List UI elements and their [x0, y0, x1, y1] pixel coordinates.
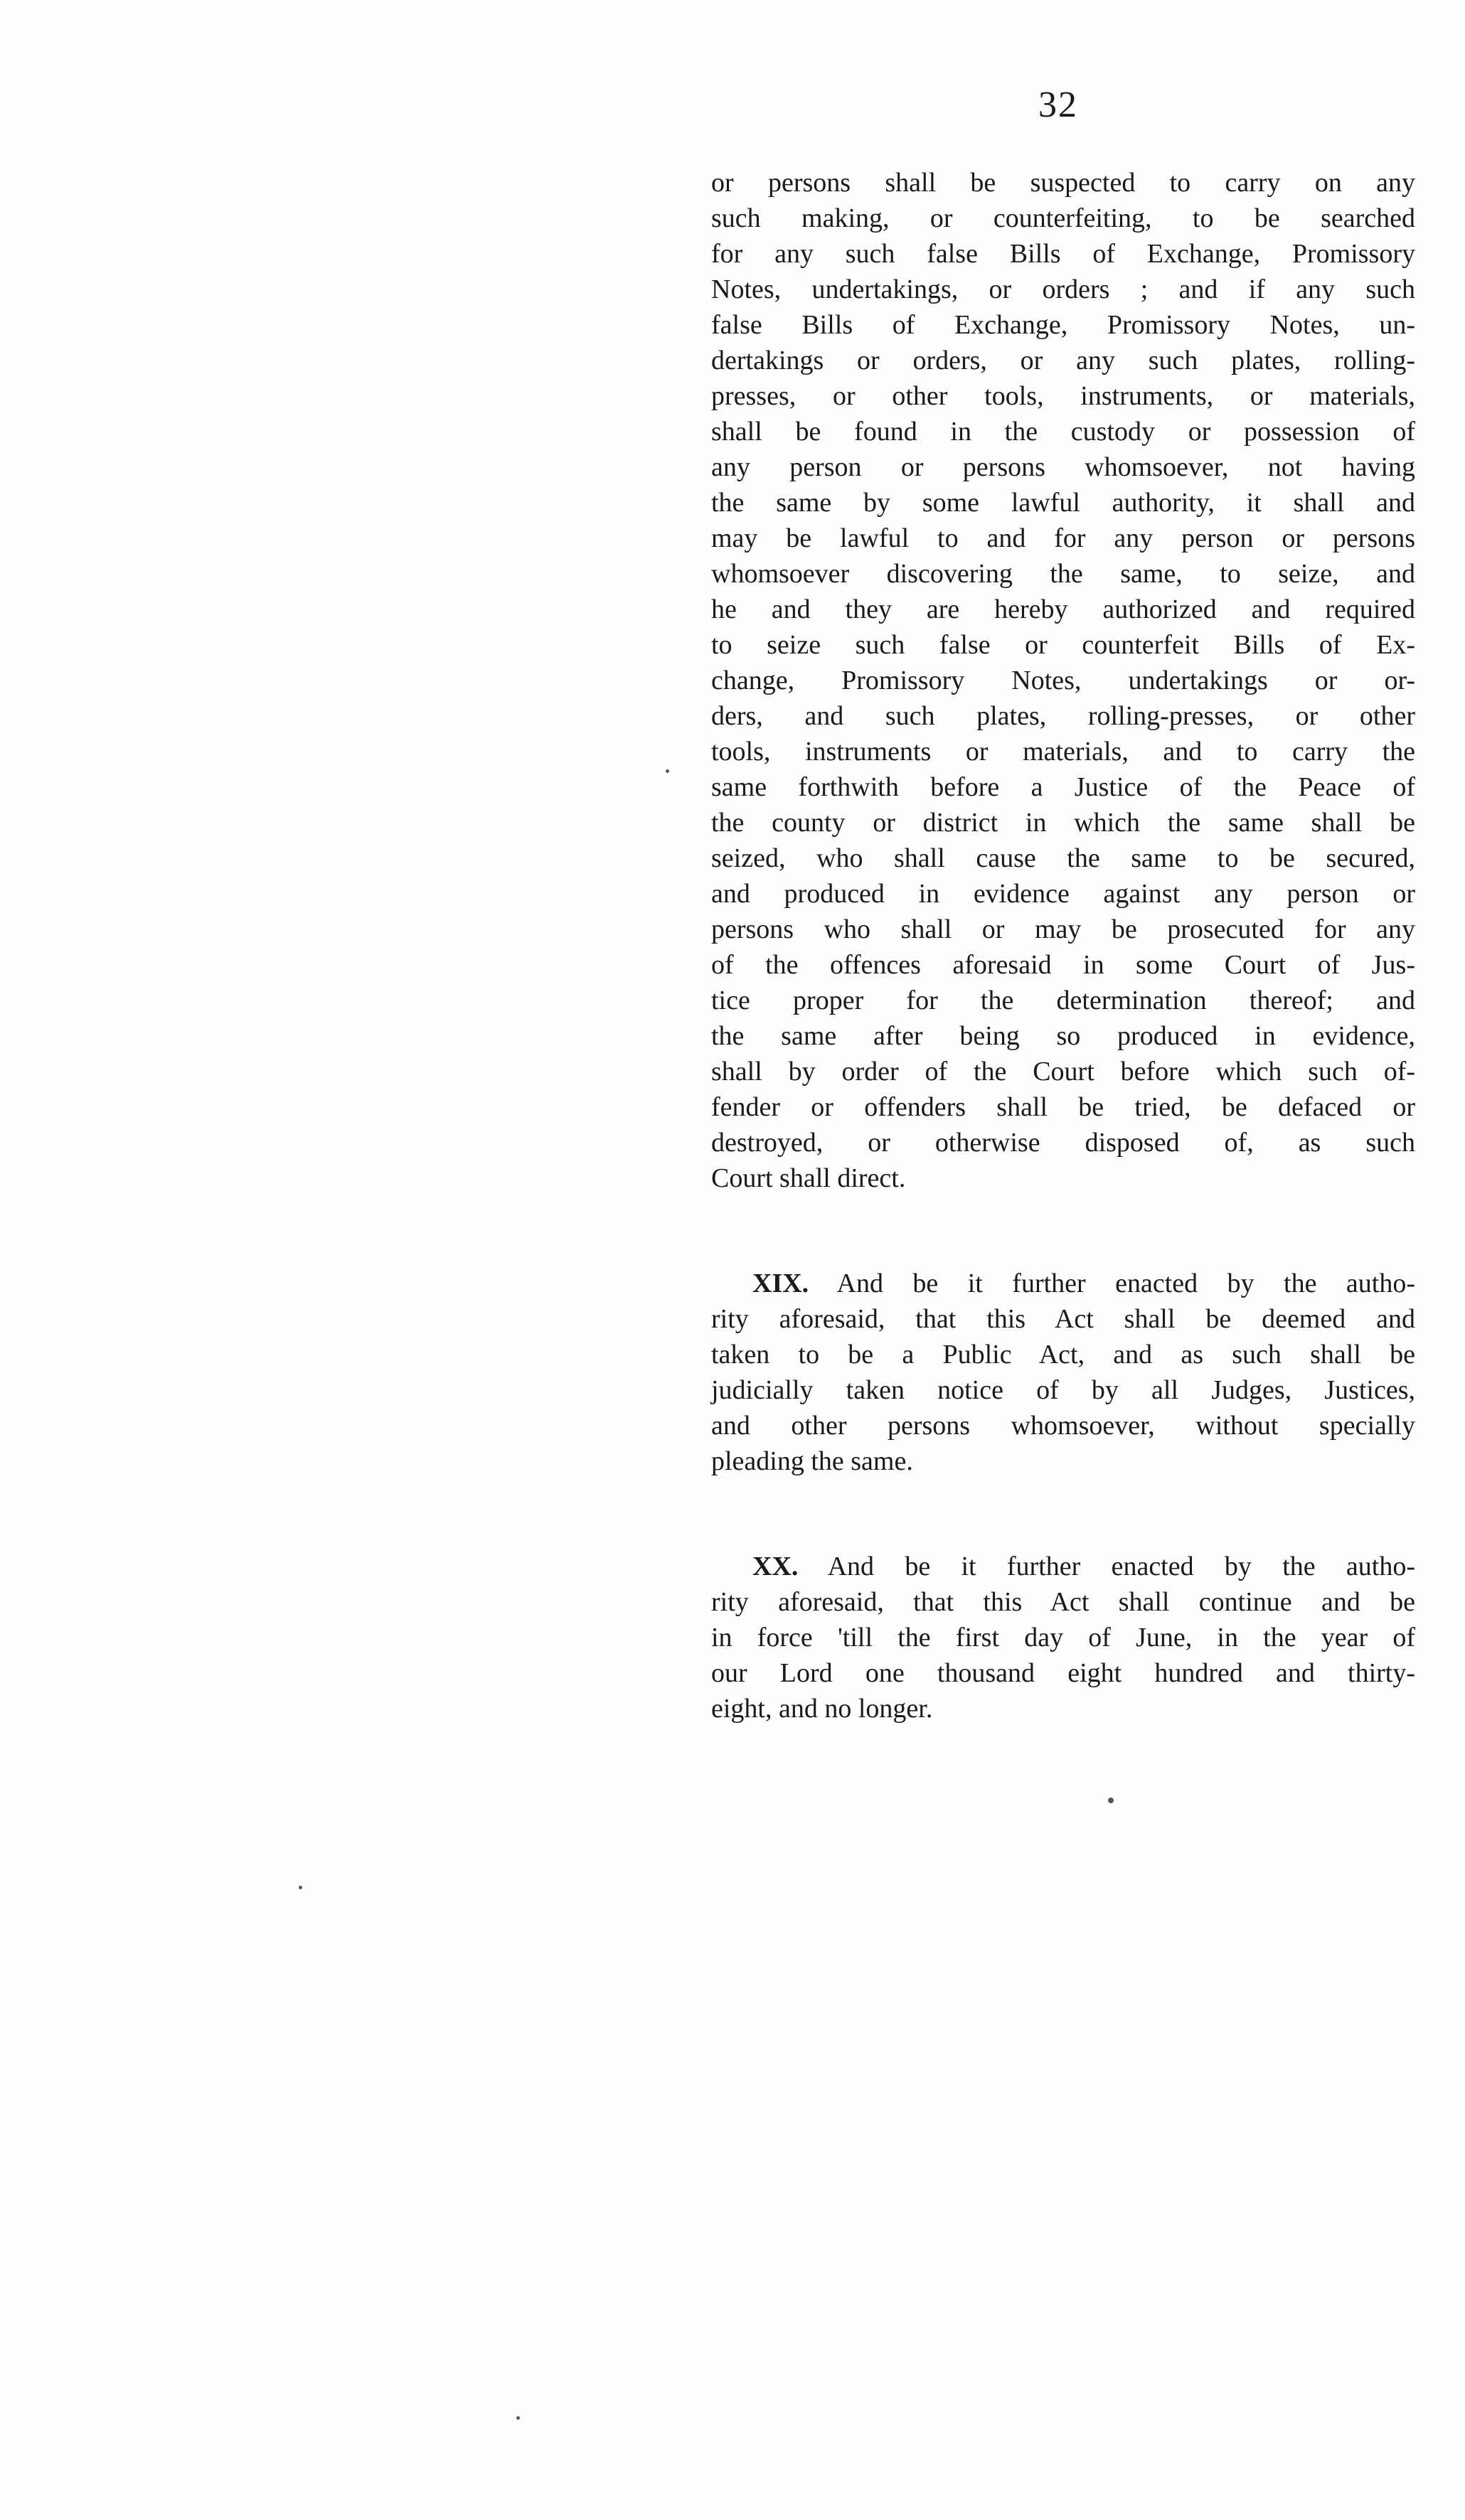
text-line: Notes, undertakings, or orders ; and if any such	[711, 274, 1415, 304]
text-line: he and they are hereby authorized and required	[711, 594, 1415, 624]
continued-paragraph	[711, 165, 1415, 1196]
text-line: taken to be a Public Act, and as such shall be	[711, 1340, 1415, 1370]
text-line: our Lord one thousand eight hundred and thirty-	[711, 1658, 1415, 1688]
text-line: shall be found in the custody or possession of	[711, 417, 1415, 447]
text-line: shall by order of the Court before which such of-	[711, 1057, 1415, 1087]
section-first-line-text: And be it further enacted by the autho-	[827, 1552, 1415, 1581]
text-line: whomsoever discovering the same, to seize, and	[711, 559, 1415, 589]
section-first-line-text: And be it further enacted by the autho-	[836, 1269, 1415, 1298]
text-line: and other persons whomsoever, without specially	[711, 1411, 1415, 1441]
text-line: rity aforesaid, that this Act shall continue and be	[711, 1587, 1415, 1617]
text-line: the same by some lawful authority, it shall and	[711, 488, 1415, 518]
text-line: same forthwith before a Justice of the Peace of	[711, 772, 1415, 802]
section-xx	[711, 1549, 1415, 1726]
text-line: of the offences aforesaid in some Court of Jus-	[711, 950, 1415, 980]
text-line: rity aforesaid, that this Act shall be deemed and	[711, 1304, 1415, 1334]
text-line: the county or district in which the same shall be	[711, 808, 1415, 838]
text-line: tools, instruments or materials, and to carry the	[711, 737, 1415, 767]
text-line: for any such false Bills of Exchange, Promissory	[711, 239, 1415, 269]
text-line: such making, or counterfeiting, to be searched	[711, 203, 1415, 233]
text-line: tice proper for the determination thereof; and	[711, 986, 1415, 1015]
text-line: the same after being so produced in evidence,	[711, 1021, 1415, 1051]
text-line: ders, and such plates, rolling-presses, or other	[711, 701, 1415, 731]
page-number: 32	[1038, 85, 1078, 125]
text-line: eight, and no longer.	[711, 1694, 933, 1724]
text-line: in force 'till the first day of June, in the year of	[711, 1623, 1415, 1653]
text-line: or persons shall be suspected to carry on any	[711, 168, 1415, 198]
text-line: dertakings or orders, or any such plates, rolling-	[711, 346, 1415, 375]
ink-speck	[516, 2416, 520, 2420]
ink-speck	[1108, 1798, 1114, 1803]
ink-speck	[666, 769, 669, 773]
text-line: change, Promissory Notes, undertakings or or-	[711, 666, 1415, 695]
text-line: any person or persons whomsoever, not having	[711, 452, 1415, 482]
section-first-line	[711, 1549, 1415, 1584]
text-line: destroyed, or otherwise disposed of, as such	[711, 1128, 1415, 1158]
text-line: to seize such false or counterfeit Bills of Ex-	[711, 630, 1415, 660]
text-line: false Bills of Exchange, Promissory Notes, un-	[711, 310, 1415, 340]
text-line: and produced in evidence against any person or	[711, 879, 1415, 909]
text-line: Court shall direct.	[711, 1163, 906, 1193]
section-numeral: XX.	[752, 1552, 799, 1581]
text-line: persons who shall or may be prosecuted for any	[711, 914, 1415, 944]
text-line: pleading the same.	[711, 1446, 913, 1476]
text-line: may be lawful to and for any person or persons	[711, 523, 1415, 553]
text-line: fender or offenders shall be tried, be defaced or	[711, 1092, 1415, 1122]
section-xix	[711, 1266, 1415, 1479]
text-line: seized, who shall cause the same to be secured,	[711, 843, 1415, 873]
text-line: presses, or other tools, instruments, or materials,	[711, 381, 1415, 411]
section-first-line	[711, 1266, 1415, 1301]
section-numeral: XIX.	[752, 1269, 809, 1298]
text-line: judicially taken notice of by all Judges, Justices,	[711, 1375, 1415, 1405]
ink-speck	[299, 1886, 302, 1889]
